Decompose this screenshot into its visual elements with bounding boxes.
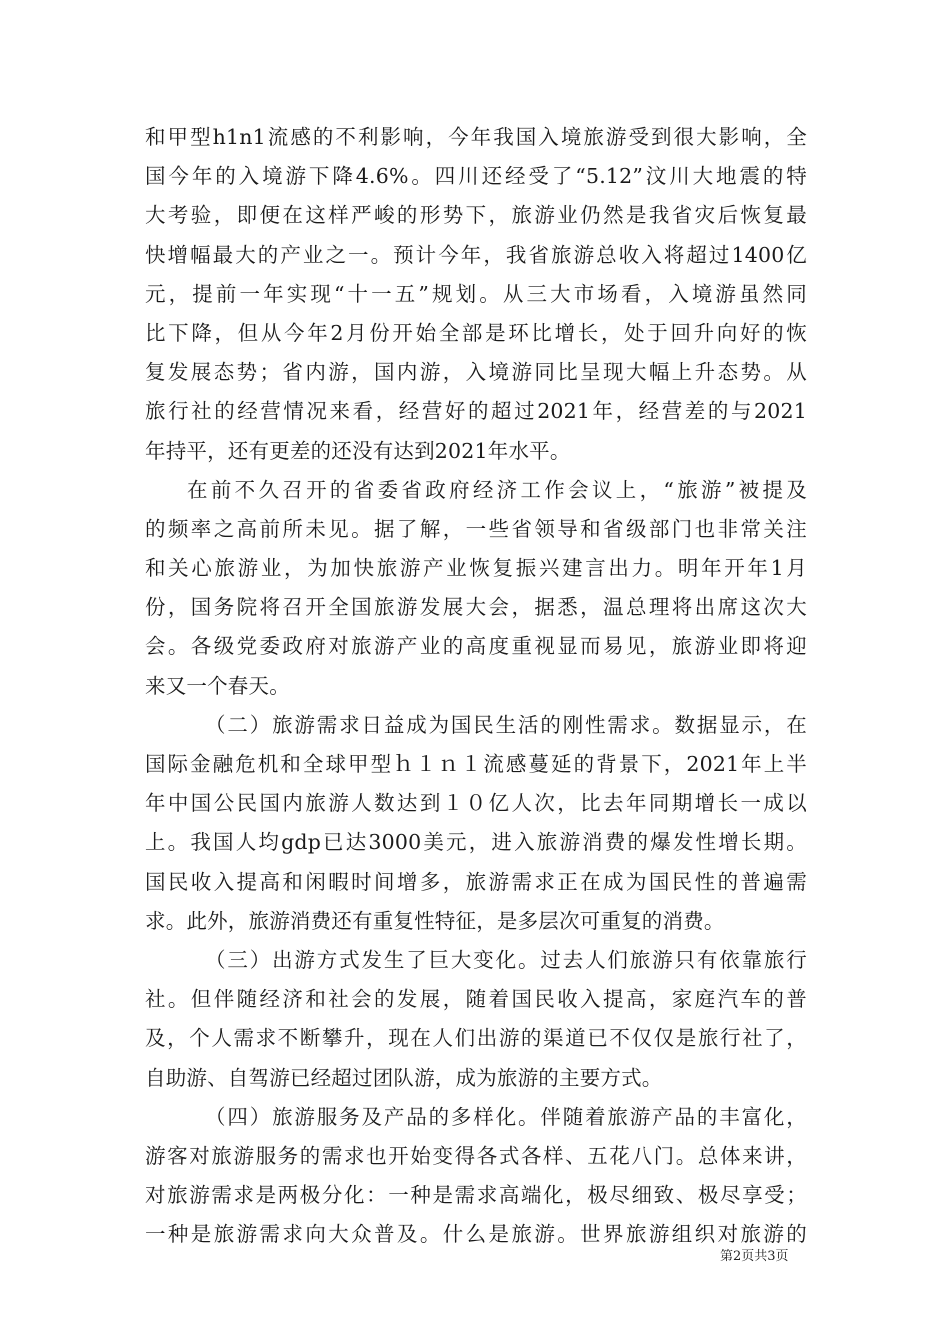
paragraph-1-line-4: 快增幅最大的产业之一。预计今年，我省旅游总收入将超过1400亿 [145,242,807,267]
paragraph-1-line-2: 国今年的入境游下降4.6%。四川还经受了“5.12”汶川大地震的特 [145,164,807,189]
paragraph-1-line-1: 和甲型h1n1流感的不利影响，今年我国入境旅游受到很大影响，全 [145,125,807,149]
paragraph-2-line-3: 和关心旅游业，为加快旅游产业恢复振兴建言出力。明年开年1月 [145,556,807,581]
paragraph-1-line-7: 复发展态势；省内游，国内游，入境游同比呈现大幅上升态势。从 [145,360,807,385]
document-body [145,118,807,1254]
paragraph-3-line-1: （二）旅游需求日益成为国民生活的刚性需求。数据显示，在 [205,712,807,737]
paragraph-2-line-5: 会。各级党委政府对旅游产业的高度重视显而易见，旅游业即将迎 [145,634,807,659]
paragraph-1-line-3: 大考验，即便在这样严峻的形势下，旅游业仍然是我省灾后恢复最 [145,203,807,228]
paragraph-1-line-9: 年持平，还有更差的还没有达到2021年水平。 [145,438,571,463]
paragraph-3-line-2: 国际金融危机和全球甲型ｈ１ｎ１流感蔓延的背景下，2021年上半 [145,752,807,776]
paragraph-5-line-2: 游客对旅游服务的需求也开始变得各式各样、五花八门。总体来讲， [145,1143,807,1168]
paragraph-3-line-4: 上。我国人均gdp已达3000美元，进入旅游消费的爆发性增长期。 [145,830,807,855]
paragraph-2-line-6: 来又一个春天。 [145,673,290,698]
paragraph-1-line-5: 元，提前一年实现“十一五”规划。从三大市场看，入境游虽然同 [145,281,807,306]
paragraph-4-line-2: 社。但伴随经济和社会的发展，随着国民收入提高，家庭汽车的普 [145,987,807,1012]
paragraph-5-line-4: 一种是旅游需求向大众普及。什么是旅游。世界旅游组织对旅游的 [145,1222,807,1247]
paragraph-4-line-1: （三）出游方式发生了巨大变化。过去人们旅游只有依靠旅行 [205,947,807,972]
paragraph-2-line-4: 份，国务院将召开全国旅游发展大会，据悉，温总理将出席这次大 [145,595,807,620]
paragraph-3-line-6: 求。此外，旅游消费还有重复性特征，是多层次可重复的消费。 [145,908,725,933]
paragraph-2-line-2: 的频率之高前所未见。据了解，一些省领导和省级部门也非常关注 [145,516,807,541]
paragraph-2-line-1: 在前不久召开的省委省政府经济工作会议上，“旅游”被提及 [187,477,807,502]
paragraph-3-line-3: 年中国公民国内旅游人数达到１０亿人次，比去年同期增长一成以 [145,791,807,816]
paragraph-1-line-8: 旅行社的经营情况来看，经营好的超过2021年，经营差的与2021 [145,399,807,424]
paragraph-5-line-3: 对旅游需求是两极分化：一种是需求高端化，极尽细致、极尽享受； [145,1183,807,1208]
paragraph-1-line-6: 比下降，但从今年2月份开始全部是环比增长，处于回升向好的恢 [145,320,807,345]
paragraph-5-line-1: （四）旅游服务及产品的多样化。伴随着旅游产品的丰富化， [205,1104,807,1129]
paragraph-3-line-5: 国民收入提高和闲暇时间增多，旅游需求正在成为国民性的普遍需 [145,869,807,894]
page-number-footer: 第2页共3页 [720,1249,789,1264]
paragraph-4-line-4: 自助游、自驾游已经超过团队游，成为旅游的主要方式。 [145,1065,663,1090]
paragraph-4-line-3: 及，个人需求不断攀升，现在人们出游的渠道已不仅仅是旅行社了， [145,1026,807,1051]
